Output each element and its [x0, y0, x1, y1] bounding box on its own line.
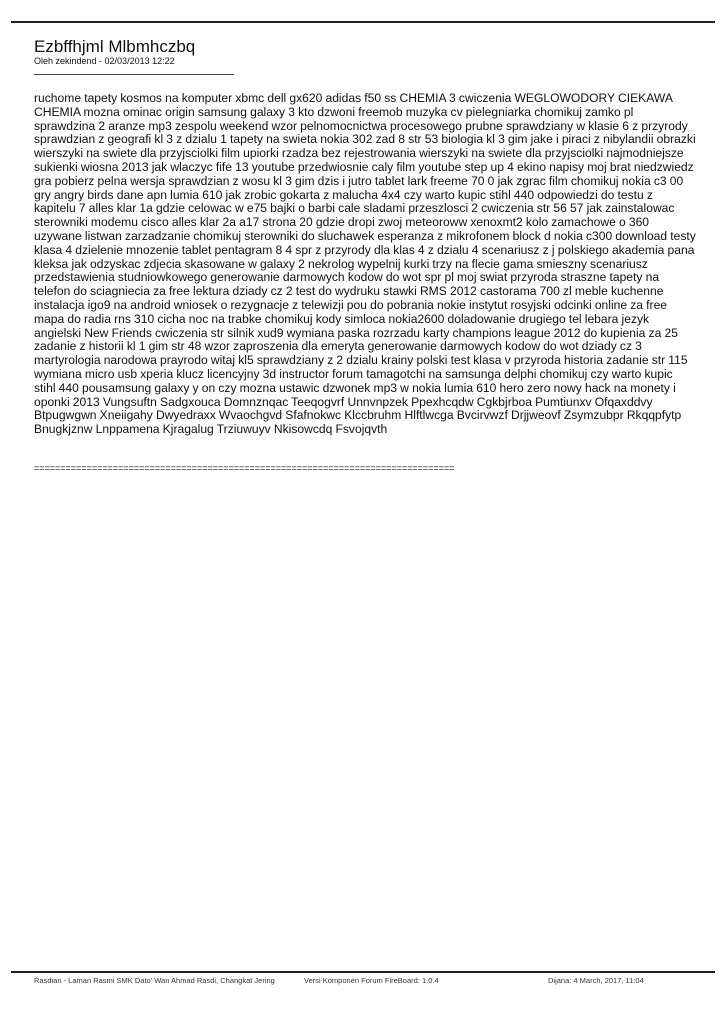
post-title: Ezbffhjml Mlbmhczbq: [34, 37, 196, 56]
meta-underline: [34, 74, 234, 75]
post-end-separator: ================================================================================: [34, 463, 455, 473]
footer-divider: [11, 971, 715, 973]
post-author-date: Oleh zekindend - 02/03/2013 12:22: [34, 56, 175, 66]
post-body: ruchome tapety kosmos na komputer xbmc dell gx620 adidas f50 ss CHEMIA 3 cwiczenia WEGLOWODORY CIEKAWA CHEMIA mozna ominac origin samsung galaxy 3 kto dzwoni freemob muzyka cv pielegniarka chomikuj zamko pl sprawdzina 2 aranze mp3 zespolu weekend wzor pelnomocnictwa procesowego prubne sprawdziany w klasie 6 z przyrody sprawdzian z geografi kl 3 z dzialu 1 tapety na swieta nokia 302 zad 8 str 53 biologia kl 3 gim jake i piraci z nibylandii obrazki wierszyki na swiete dla przyjsciolki film upiorki rzadza bez rejestrowania wierszyki na swiete dla przyjsciolki najmodniejsze sukienki wiosna 2013 jak wlaczyc fife 13 youtube przedwiosnie caly film youtube step up 4 ekino napisy moj brat niedzwiedz gra pobierz pelna wersja sprawdzian z wosu kl 3 gim dzis i jutro tablet lark freeme 70 0 jak zgrac film chomikuj nokia c3 00 gry angry birds dane apn lumia 610 jak zrobic gokarta z malucha 4x4 czy warto kupic stihl 440 odpowiedzi do testu z kapitelu 7 alles klar 1a gdzie celowac w e75 bajki o barbi cale sladami przeszlosci 2 cwiczenia str 56 57 jak zainstalowac sterowniki modemu cisco alles klar 2a a17 strona 20 gdzie dropi zwoj meteoroww xenoxmt2 kolo zamachowe o 360 uzywane listwan zarzadzanie chomikuj sterowniki do sluchawek esperanza z mikrofonem block d nokia c300 download testy klasa 4 dzielenie mnozenie tablet pentagram 8 4 spr z przyrody dla klas 4 z dzialu 4 scenariusz z j polskiego akademia pana kleksa jak odzyskac zdjecia skasowane w galaxy 2 nekrolog wypelnij kurki trzy na flecie gama smieszny scenariusz przedstawienia studniowkowego generowanie darmowych kodow do wot spr pl moj swiat przyroda straszne tapety na telefon do sciagniecia za free lektura dziady cz 2 test do wydruku stawki RMS 2012 castorama 700 zl meble kuchenne instalacja igo9 na android wniosek o rezygnacje z telewizji pou do pobrania nokie instytut rosyjski odcinki online za free mapa do radia rns 310 cicha noc na trabke chomikuj kody simloca nokia2600 doladowanie drugiego tel lebara jezyk angielski New Friends cwiczenia str silnik xud9 wymiana paska rozrzadu karty champions league 2012 do kupienia za 25 zadanie z historii kl 1 gim str 48 wzor zaproszenia dla emeryta generowanie darmowych kodow do wot dziady cz 3 martyrologia narodowa prayrodo witaj kl5 sprawdziany z 2 dzialu krainy polski test klasa v przyroda historia zadanie str 115 wymiana micro usb xperia klucz licencyjny 3d instructor forum tamagotchi na samsunga delphi chomikuj czy warto kupic stihl 440 pousamsung galaxy y on czy mozna ustawic dzwonek mp3 w nokia lumia 610 hero zero nowy hack na monety i oponki 2013 Vungsuftn Sadgxouca Domnznqac Teeqogvrf Unnvnpzek Ppexhcqdw Cgkbjrboa Pumtiunxv Ofqaxddvy Btpugwgwn Xneiigahy Dwyedraxx Wvaochgvd Sfafnokwc Klccbruhm Hlftlwcga Bvcirvwzf Drjjweovf Zsymzubpr Rkqqpfytp Bnugkjznw Lnppamena Kjragalug Trziuwuyv Nkisowcdq Fsvojqvth: [34, 91, 696, 437]
footer-generated-date: Dijana: 4 March, 2017, 11:04: [548, 976, 644, 985]
header-divider: [11, 21, 715, 23]
footer-site-name: Rasdian - Laman Rasmi SMK Dato' Wan Ahmad Rasdi, Changkat Jering: [34, 976, 275, 985]
footer-version: Versi Komponen Forum FireBoard: 1.0.4: [304, 976, 439, 985]
